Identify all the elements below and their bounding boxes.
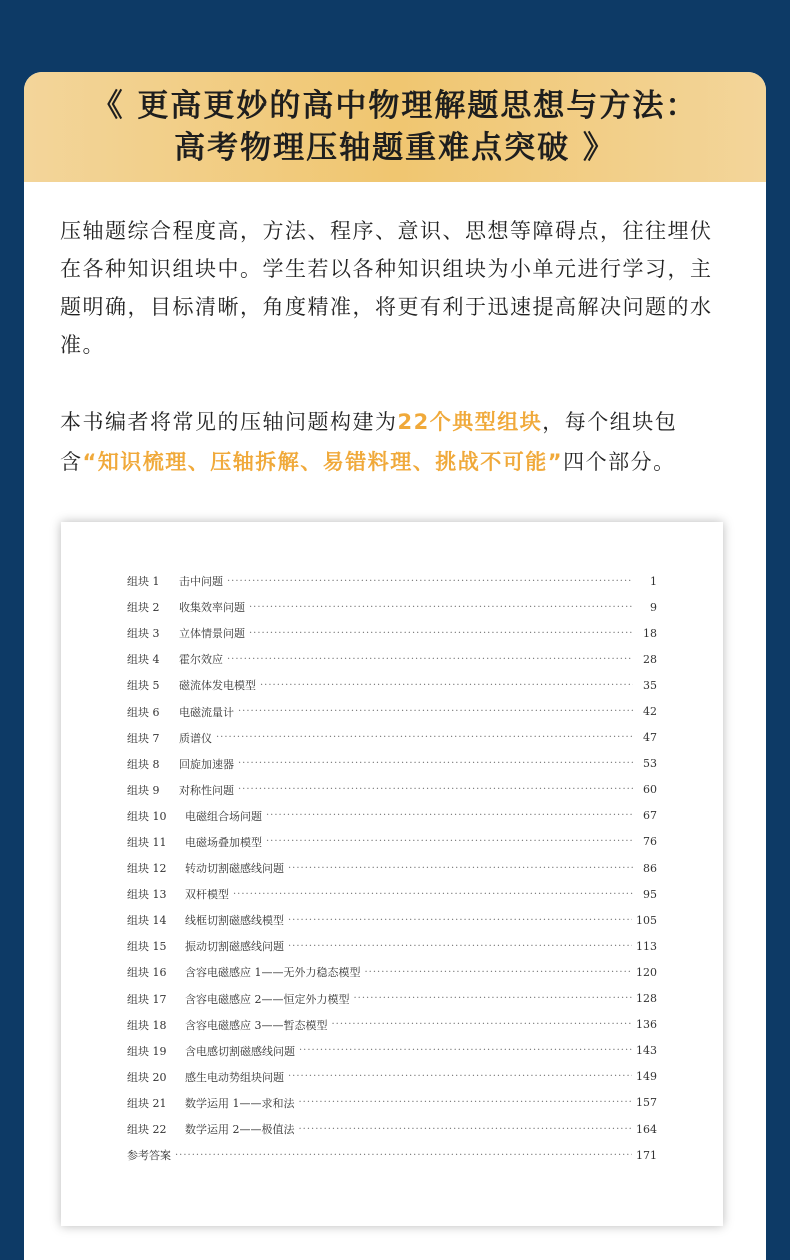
toc-block-title: 对称性问题 [179,783,234,797]
toc-block-number: 组块 6 [127,705,160,719]
toc-block-number: 组块 18 [127,1018,167,1032]
toc-page-number: 120 [636,965,657,979]
toc-block-number: 组块 3 [127,627,160,641]
toc-row [127,1142,657,1168]
toc-block-title: 含容电磁感应 3——暂态模型 [185,1018,328,1032]
toc-page-number: 28 [643,652,657,666]
book-title-line-1: 《 更高更妙的高中物理解题思想与方法： [91,88,699,124]
toc-page-number: 149 [636,1070,657,1084]
toc-block-number: 组块 22 [127,1123,167,1137]
title-banner [24,72,766,182]
toc-row [127,646,657,672]
toc-leader-dots [354,993,633,1004]
toc-row [127,725,657,751]
toc-row [127,1064,657,1090]
description-paragraph [60,402,732,482]
toc-leader-dots [216,732,633,743]
toc-block-number: 组块 16 [127,966,167,980]
toc-page-number: 143 [636,1044,657,1058]
intro-paragraph: 压轴题综合程度高，方法、程序、意识、思想等障碍点，往往埋伏在各种知识组块中。学生若以各种知识组块为小单元进行学习，主题明确，目标清晰，角度精准，将更有利于迅速提高解决问题的水准。 [60,219,713,357]
highlight-block-count: 22个典型组块 [397,410,543,434]
toc-page-number: 86 [643,861,657,875]
toc-page-number: 53 [643,757,657,771]
toc-leader-dots [175,1150,632,1161]
toc-block-number: 组块 7 [127,731,160,745]
toc-block-title: 立体情景问题 [179,627,245,641]
toc-page-number: 35 [643,678,657,692]
toc-leader-dots [227,654,633,665]
toc-block-title: 击中问题 [179,575,223,589]
toc-page-number: 60 [643,783,657,797]
toc-page-number: 18 [643,626,657,640]
toc-leader-dots [266,836,633,847]
toc-leader-dots [288,863,633,874]
toc-row [127,1012,657,1038]
toc-block-title: 数学运用 2——极值法 [185,1123,295,1137]
toc-page-number: 157 [636,1096,657,1110]
toc-row [127,933,657,959]
toc-block-title: 回旋加速器 [179,757,234,771]
toc-block-number: 组块 9 [127,783,160,797]
toc-block-number: 组块 5 [127,679,160,693]
description-text-1: 本书编者将常见的压轴问题构建为 [60,410,398,434]
toc-leader-dots [299,1097,633,1108]
toc-leader-dots [238,784,633,795]
toc-page-number: 171 [636,1148,657,1162]
book-title-line-2: 高考物理压轴题重难点突破 》 [174,130,616,166]
toc-leader-dots [288,941,632,952]
content-card [24,72,766,1260]
toc-block-title: 振动切割磁感线问题 [185,940,284,954]
description-text-3: 四个部分。 [563,450,676,474]
toc-block-title: 磁流体发电模型 [179,679,256,693]
toc-row [127,698,657,724]
toc-block-number: 组块 12 [127,862,167,876]
toc-block-number: 组块 13 [127,888,167,902]
toc-page-number: 136 [636,1018,657,1032]
toc-block-number: 组块 2 [127,601,160,615]
toc-row [127,829,657,855]
toc-page-number: 164 [636,1122,657,1136]
toc-page-number: 47 [643,731,657,745]
toc-row [127,594,657,620]
toc-row [127,959,657,985]
toc-block-number: 组块 19 [127,1044,167,1058]
toc-row [127,881,657,907]
toc-row [127,1038,657,1064]
toc-leader-dots [288,1071,632,1082]
toc-row [127,620,657,646]
toc-row [127,672,657,698]
toc-block-title: 线框切割磁感线模型 [185,914,284,928]
toc-block-number: 参考答案 [127,1149,171,1163]
toc-row [127,855,657,881]
toc-page-number: 42 [643,705,657,719]
toc-block-number: 组块 4 [127,653,160,667]
toc-block-title: 含电感切割磁感线问题 [185,1044,295,1058]
toc-leader-dots [227,576,633,587]
toc-block-number: 组块 21 [127,1096,167,1110]
toc-block-title: 双杆模型 [185,888,229,902]
toc-page-number: 128 [636,992,657,1006]
toc-block-title: 含容电磁感应 1——无外力稳态模型 [185,966,361,980]
toc-page-number: 1 [650,574,657,588]
toc-row [127,777,657,803]
toc-page-number: 67 [643,809,657,823]
toc-block-title: 数学运用 1——求和法 [185,1096,295,1110]
toc-block-title: 电磁流量计 [179,705,234,719]
toc-block-number: 组块 1 [127,575,160,589]
toc-leader-dots [266,810,633,821]
toc-page-number: 9 [650,600,657,614]
toc-page-number: 105 [636,913,657,927]
table-of-contents-page [61,522,723,1226]
toc-page-number: 113 [636,939,657,953]
toc-block-title: 感生电动势组块问题 [185,1070,284,1084]
toc-block-number: 组块 10 [127,809,167,823]
toc-block-title: 霍尔效应 [179,653,223,667]
toc-block-number: 组块 14 [127,914,167,928]
toc-row [127,803,657,829]
toc-leader-dots [233,889,633,900]
toc-block-title: 含容电磁感应 2——恒定外力模型 [185,992,350,1006]
toc-block-title: 转动切割磁感线问题 [185,862,284,876]
toc-block-number: 组块 17 [127,992,167,1006]
toc-page-number: 76 [643,835,657,849]
toc-leader-dots [365,967,633,978]
toc-block-number: 组块 20 [127,1070,167,1084]
toc-block-title: 电磁场叠加模型 [185,835,262,849]
toc-block-title: 收集效率问题 [179,601,245,615]
toc-block-title: 质谱仪 [179,731,212,745]
toc-leader-dots [238,706,633,717]
toc-row [127,1090,657,1116]
toc-leader-dots [238,758,633,769]
toc-block-title: 电磁组合场问题 [185,809,262,823]
toc-leader-dots [249,628,633,639]
description-text-2: ，每个组块包含 [60,410,678,474]
toc-list [127,568,657,1168]
highlight-sections: “知识梳理、压轴拆解、易错料理、挑战不可能” [82,450,564,474]
toc-leader-dots [332,1019,633,1030]
toc-block-number: 组块 8 [127,757,160,771]
toc-block-number: 组块 11 [127,835,167,849]
toc-block-number: 组块 15 [127,940,167,954]
toc-page-number: 95 [643,887,657,901]
toc-leader-dots [260,680,633,691]
toc-leader-dots [299,1124,633,1135]
toc-row [127,907,657,933]
toc-row [127,986,657,1012]
toc-leader-dots [299,1045,632,1056]
toc-row [127,751,657,777]
toc-leader-dots [288,915,632,926]
toc-row [127,1116,657,1142]
toc-leader-dots [249,602,633,613]
toc-row [127,568,657,594]
